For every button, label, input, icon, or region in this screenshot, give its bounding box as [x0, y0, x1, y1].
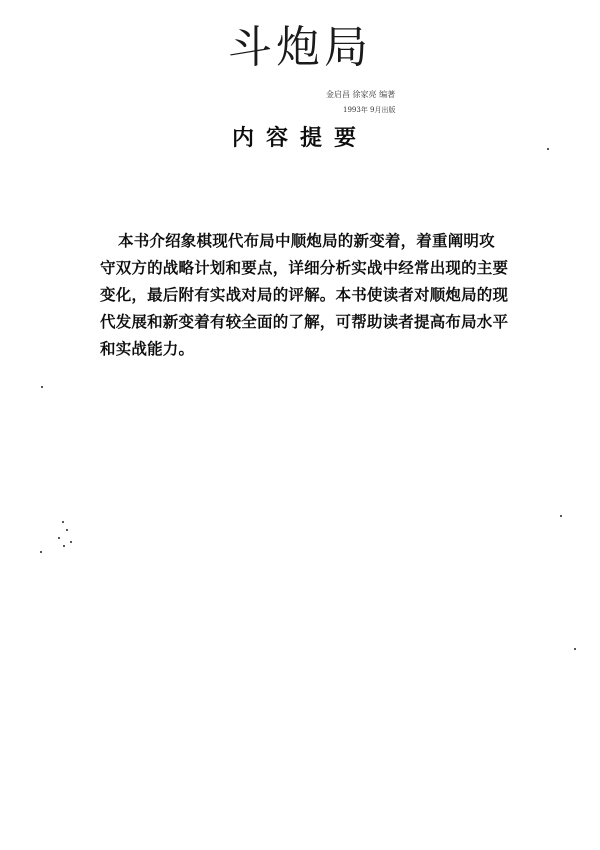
scan-speck: [41, 386, 43, 388]
scan-speck: [58, 537, 60, 539]
abstract-line: 本书介绍象棋现代布局中顺炮局的新变着，着重阐明攻: [118, 232, 495, 250]
authors-line: 金启昌 徐家亮 编著: [326, 90, 396, 99]
scan-speck: [40, 551, 42, 553]
scan-speck: [547, 148, 549, 150]
scan-speck: [63, 545, 65, 547]
book-title: 斗炮局: [228, 22, 372, 73]
abstract-line: 守双方的战略计划和要点，详细分析实战中经常出现的主要: [100, 259, 509, 277]
section-heading: 内容提要: [231, 126, 368, 151]
edition-line: 1993年 9月出版: [343, 106, 396, 114]
abstract-paragraph: [100, 228, 520, 363]
scan-speck: [560, 515, 562, 517]
scan-speck: [70, 541, 72, 543]
scan-speck: [62, 521, 64, 523]
scan-speck: [574, 648, 576, 650]
abstract-line: 代发展和新变着有较全面的了解，可帮助读者提高布局水平: [100, 313, 509, 331]
abstract-line: 变化，最后附有实战对局的评解。本书使读者对顺炮局的现: [100, 286, 509, 304]
abstract-line: 和实战能力。: [100, 340, 195, 358]
scan-speck: [66, 529, 68, 531]
